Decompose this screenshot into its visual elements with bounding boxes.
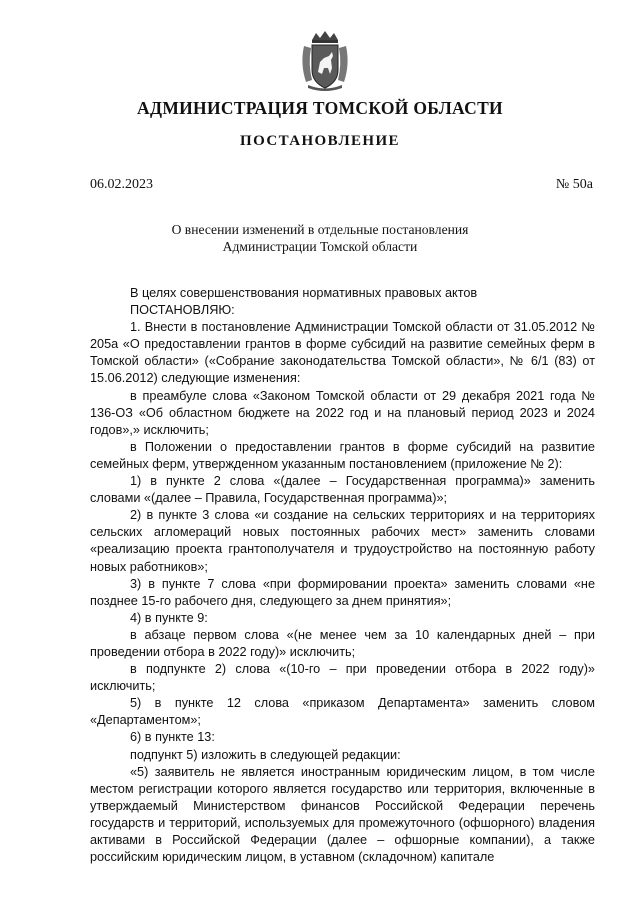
document-date: 06.02.2023 <box>90 177 153 192</box>
document-type: ПОСТАНОВЛЕНИЕ <box>240 133 400 149</box>
document-subject <box>0 221 640 255</box>
body-paragraph: «5) заявитель не является иностранным юридическим лицом, в том числе местом регистрации которого является государство или территория, включенные в утверждаемый Министерством финансов Российской Федерации перечень государств и территорий, используемых для промежуточного (офшорного) владения активами в Российской Федерации (далее – офшорные компании), а также российским юридическим лицом, в уставном (складочном) капитале <box>90 764 595 865</box>
body-paragraph: в Положении о предоставлении грантов в форме субсидий на развитие семейных ферм, утвержденном указанным постановлением (приложение № 2): <box>90 439 595 471</box>
body-paragraph: 6) в пункте 13: <box>130 730 215 745</box>
body-paragraph: в подпункте 2) слова «(10-го – при проведении отбора в 2022 году)» исключить; <box>90 662 595 694</box>
subject-line: Администрации Томской области <box>222 239 418 254</box>
organization-title: АДМИНИСТРАЦИЯ ТОМСКОЙ ОБЛАСТИ <box>137 98 503 118</box>
decree-word: ПОСТАНОВЛЯЮ: <box>130 303 235 318</box>
tomsk-oblast-coat-of-arms-icon <box>298 30 352 92</box>
body-paragraph: 1. Внести в постановление Администрации Томской области от 31.05.2012 № 205а «О предоставлении грантов в форме субсидий на развитие семейных ферм в Томской области» («Собрание законодательства Томской области», № 6/1 (83) от 15.06.2012) следующие изменения: <box>90 320 595 386</box>
body-paragraph: 5) в пункте 12 слова «приказом Департамента» заменить словом «Департаментом»; <box>90 696 595 728</box>
body-paragraph: в преамбуле слова «Законом Томской области от 29 декабря 2021 года № 136-ОЗ «Об областном бюджете на 2022 год и на плановый период 2023 и 2024 годов»,» исключить; <box>90 388 595 437</box>
body-paragraph: подпункт 5) изложить в следующей редакции: <box>130 747 401 762</box>
body-paragraph: 1) в пункте 2 слова «(далее – Государственная программа)» заменить словами «(далее – Правила, Государственная программа)»; <box>90 474 595 506</box>
body-paragraph: в абзаце первом слова «(не менее чем за 10 календарных дней – при проведении отбора в 2022 году)» исключить; <box>90 627 595 659</box>
body-paragraph: 2) в пункте 3 слова «и создание на сельских территориях и на территориях сельских агломераций новых постоянных рабочих мест» заменить словами «реализацию проекта грантополучателя и трудоустройство на постоянную работу новых работников»; <box>90 508 595 574</box>
document-number: № 50а <box>555 177 593 192</box>
body-paragraph: 3) в пункте 7 слова «при формировании проекта» заменить словами «не позднее 15-го рабочего дня, следующего за днем принятия»; <box>90 576 595 608</box>
body-paragraph: 4) в пункте 9: <box>130 610 208 625</box>
document-body <box>90 285 595 866</box>
subject-line: О внесении изменений в отдельные постановления <box>171 222 469 237</box>
intro-paragraph: В целях совершенствования нормативных правовых актов <box>130 286 478 300</box>
